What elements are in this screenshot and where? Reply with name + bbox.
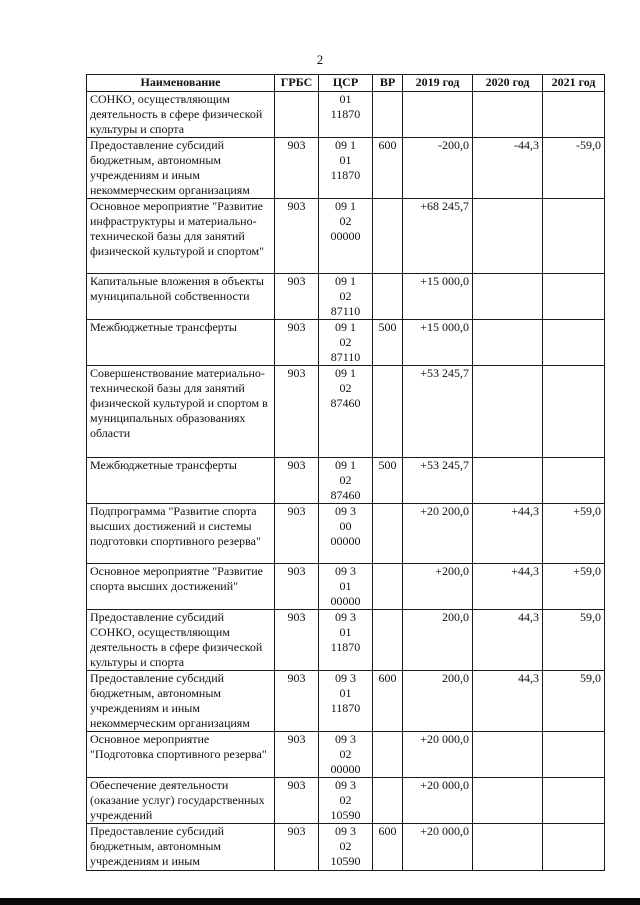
table-row: [87, 92, 605, 138]
csr-code-part: 00000: [330, 229, 361, 243]
csr-code-part: 00: [339, 519, 352, 533]
row-grbs-cell: 903: [275, 274, 319, 320]
row-2019-cell: +53 245,7: [403, 366, 473, 458]
csr-code-part: 01: [339, 686, 352, 700]
header-name: Наименование: [87, 75, 275, 92]
row-2019-cell: +15 000,0: [403, 274, 473, 320]
csr-code-part: 00000: [330, 534, 361, 548]
row-grbs-cell: 903: [275, 824, 319, 871]
row-vr-cell: [373, 274, 403, 320]
row-vr-cell: 600: [373, 138, 403, 199]
row-vr-cell: [373, 92, 403, 138]
csr-code-part: 02: [339, 473, 352, 487]
row-2021-cell: [543, 732, 605, 778]
row-grbs-cell: 903: [275, 320, 319, 366]
table-row: [87, 138, 605, 199]
table-row: [87, 732, 605, 778]
row-2019-cell: +20 000,0: [403, 778, 473, 824]
csr-code-part: 11870: [330, 107, 361, 121]
row-vr-cell: 600: [373, 824, 403, 871]
row-2021-cell: 59,0: [543, 671, 605, 732]
row-2020-cell: +44,3: [473, 564, 543, 610]
row-2019-cell: +15 000,0: [403, 320, 473, 366]
csr-code-part: 02: [339, 793, 352, 807]
row-grbs-cell: 903: [275, 732, 319, 778]
row-2019-cell: -200,0: [403, 138, 473, 199]
row-2020-cell: 44,3: [473, 610, 543, 671]
table-row: [87, 610, 605, 671]
row-vr-cell: [373, 564, 403, 610]
row-2021-cell: +59,0: [543, 504, 605, 564]
csr-code-part: 09 3: [335, 732, 356, 746]
row-grbs-cell: [275, 92, 319, 138]
row-vr-cell: 600: [373, 671, 403, 732]
csr-code-part: 09 3: [335, 671, 356, 685]
row-2020-cell: [473, 366, 543, 458]
row-2019-cell: +68 245,7: [403, 199, 473, 274]
row-csr-cell: [319, 671, 373, 732]
row-vr-cell: [373, 610, 403, 671]
row-2020-cell: [473, 778, 543, 824]
table-row: [87, 778, 605, 824]
csr-code-part: 11870: [330, 701, 361, 715]
row-2021-cell: [543, 274, 605, 320]
csr-code-part: 10590: [330, 808, 361, 822]
row-2021-cell: [543, 824, 605, 871]
table-body: [87, 92, 605, 871]
row-grbs-cell: 903: [275, 610, 319, 671]
row-2020-cell: [473, 732, 543, 778]
row-2019-cell: +20 000,0: [403, 732, 473, 778]
csr-code-part: 02: [339, 839, 352, 853]
header-2019: 2019 год: [403, 75, 473, 92]
csr-code-part: 09 1: [335, 138, 356, 152]
row-vr-cell: [373, 366, 403, 458]
row-grbs-cell: 903: [275, 778, 319, 824]
row-name-cell: Подпрограмма "Развитие спорта высших достижений и системы подготовки спортивного резерва": [87, 504, 275, 564]
row-vr-cell: [373, 778, 403, 824]
csr-code-part: 09 3: [335, 824, 356, 838]
row-2019-cell: +200,0: [403, 564, 473, 610]
budget-table: [86, 74, 605, 871]
row-2021-cell: +59,0: [543, 564, 605, 610]
row-name-cell: Предоставление субсидий бюджетным, автономным учреждениям и иным некоммерческим организациям: [87, 671, 275, 732]
row-grbs-cell: 903: [275, 564, 319, 610]
header-vr: ВР: [373, 75, 403, 92]
row-csr-cell: [319, 199, 373, 274]
csr-code-part: 01: [339, 625, 352, 639]
row-grbs-cell: 903: [275, 504, 319, 564]
row-2020-cell: [473, 458, 543, 504]
csr-code-part: 01: [339, 153, 352, 167]
csr-code-part: 02: [339, 214, 352, 228]
row-2020-cell: [473, 92, 543, 138]
row-csr-cell: [319, 504, 373, 564]
row-name-cell: Межбюджетные трансферты: [87, 458, 275, 504]
row-2021-cell: -59,0: [543, 138, 605, 199]
row-grbs-cell: 903: [275, 458, 319, 504]
table-row: [87, 199, 605, 274]
row-name-cell: СОНКО, осуществляющим деятельность в сфере физической культуры и спорта: [87, 92, 275, 138]
row-csr-cell: [319, 320, 373, 366]
table-row: [87, 671, 605, 732]
row-name-cell: Основное мероприятие "Подготовка спортивного резерва": [87, 732, 275, 778]
row-2020-cell: [473, 199, 543, 274]
csr-code-part: 87460: [330, 396, 361, 410]
table-row: [87, 320, 605, 366]
row-name-cell: Совершенствование материально-технической базы для занятий физической культурой и спортом в муниципальных образованиях области: [87, 366, 275, 458]
csr-code-part: 02: [339, 381, 352, 395]
csr-code-part: 02: [339, 289, 352, 303]
table-row: [87, 824, 605, 871]
csr-code-part: 10590: [330, 854, 361, 868]
row-2021-cell: [543, 320, 605, 366]
row-csr-cell: [319, 778, 373, 824]
csr-code-part: 09 1: [335, 274, 356, 288]
table-row: [87, 274, 605, 320]
csr-code-part: 09 3: [335, 564, 356, 578]
table-header-row: [87, 75, 605, 92]
row-grbs-cell: 903: [275, 199, 319, 274]
row-grbs-cell: 903: [275, 671, 319, 732]
csr-code-part: 09 3: [335, 610, 356, 624]
row-2019-cell: 200,0: [403, 671, 473, 732]
row-2021-cell: [543, 366, 605, 458]
row-name-cell: Капитальные вложения в объекты муниципальной собственности: [87, 274, 275, 320]
csr-code-part: 87460: [330, 488, 361, 502]
header-2021: 2021 год: [543, 75, 605, 92]
csr-code-part: 09 3: [335, 778, 356, 792]
row-name-cell: Основное мероприятие "Развитие инфраструктуры и материально-технической базы для занятий физической культурой и спортом": [87, 199, 275, 274]
header-csr: ЦСР: [319, 75, 373, 92]
row-2021-cell: [543, 458, 605, 504]
row-csr-cell: [319, 458, 373, 504]
row-2019-cell: [403, 92, 473, 138]
csr-code-part: 02: [339, 335, 352, 349]
csr-code-part: 00000: [330, 762, 361, 776]
csr-code-part: 09 3: [335, 504, 356, 518]
table-row: [87, 458, 605, 504]
row-csr-cell: [319, 138, 373, 199]
row-vr-cell: [373, 199, 403, 274]
row-csr-cell: [319, 564, 373, 610]
csr-code-part: 09 1: [335, 458, 356, 472]
row-csr-cell: [319, 732, 373, 778]
csr-code-part: 09 1: [335, 199, 356, 213]
csr-code-part: 87110: [330, 350, 361, 364]
header-2020: 2020 год: [473, 75, 543, 92]
row-2021-cell: 59,0: [543, 610, 605, 671]
csr-code-part: 02: [339, 747, 352, 761]
row-2020-cell: [473, 824, 543, 871]
row-vr-cell: 500: [373, 458, 403, 504]
row-2020-cell: [473, 320, 543, 366]
row-csr-cell: [319, 274, 373, 320]
row-vr-cell: [373, 504, 403, 564]
row-grbs-cell: 903: [275, 138, 319, 199]
row-2020-cell: -44,3: [473, 138, 543, 199]
row-name-cell: Обеспечение деятельности (оказание услуг) государственных учреждений: [87, 778, 275, 824]
row-2020-cell: +44,3: [473, 504, 543, 564]
csr-code-part: 11870: [330, 640, 361, 654]
csr-code-part: 01: [339, 579, 352, 593]
row-2021-cell: [543, 92, 605, 138]
row-csr-cell: [319, 824, 373, 871]
csr-code-part: 00000: [330, 594, 361, 608]
page-number: 2: [316, 52, 324, 67]
header-grbs: ГРБС: [275, 75, 319, 92]
table-row: [87, 504, 605, 564]
row-name-cell: Предоставление субсидий СОНКО, осуществляющим деятельность в сфере физической культуры и спорта: [87, 610, 275, 671]
scan-bottom-edge: [0, 898, 640, 905]
row-2019-cell: +20 200,0: [403, 504, 473, 564]
row-grbs-cell: 903: [275, 366, 319, 458]
row-csr-cell: [319, 610, 373, 671]
row-2020-cell: [473, 274, 543, 320]
table-row: [87, 366, 605, 458]
row-2019-cell: 200,0: [403, 610, 473, 671]
row-name-cell: Межбюджетные трансферты: [87, 320, 275, 366]
csr-code-part: 09 1: [335, 320, 356, 334]
row-2019-cell: +53 245,7: [403, 458, 473, 504]
row-name-cell: Предоставление субсидий бюджетным, автономным учреждениям и иным: [87, 824, 275, 871]
csr-code-part: 01: [339, 92, 352, 106]
row-vr-cell: [373, 732, 403, 778]
csr-code-part: 11870: [330, 168, 361, 182]
csr-code-part: 09 1: [335, 366, 356, 380]
row-2019-cell: +20 000,0: [403, 824, 473, 871]
row-name-cell: Предоставление субсидий бюджетным, автономным учреждениям и иным некоммерческим организациям: [87, 138, 275, 199]
table-row: [87, 564, 605, 610]
row-vr-cell: 500: [373, 320, 403, 366]
row-2021-cell: [543, 778, 605, 824]
row-csr-cell: [319, 366, 373, 458]
row-2021-cell: [543, 199, 605, 274]
csr-code-part: 87110: [330, 304, 361, 318]
row-csr-cell: [319, 92, 373, 138]
row-2020-cell: 44,3: [473, 671, 543, 732]
row-name-cell: Основное мероприятие "Развитие спорта высших достижений": [87, 564, 275, 610]
